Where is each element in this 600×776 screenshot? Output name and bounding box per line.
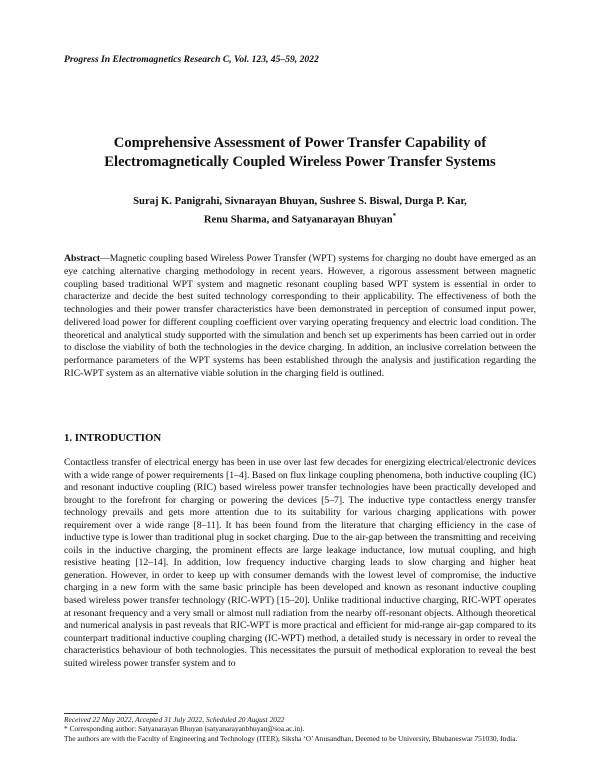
authors-line-2-text: Renu Sharma, and Satyanarayan Bhuyan (203, 214, 393, 226)
corresponding-author-mark: * (392, 212, 397, 220)
abstract (64, 253, 536, 381)
title-line-1: Comprehensive Assessment of Power Transfer Capability of (113, 135, 487, 151)
footnotes (64, 715, 536, 743)
authors-line-1: Suraj K. Panigrahi, Sivnarayan Bhuyan, Sushree S. Biswal, Durga P. Kar, (133, 196, 467, 207)
abstract-text: —Magnetic coupling based Wireless Power Transfer (WPT) systems for charging no doubt have emerged as an eye catching alternative charging methodology in recent years. However, a rigorous assessment between magnetic coupling based traditional WPT system and magnetic resonant coupling based WPT system is essential in order to characterize and decide the best suited technology corresponding to their applicability. The effectiveness of both the technologies and their power transfer characteristics have been demonstrated in perception of consumed input power, delivered load power for different coupling coefficient over varying operating frequency and electric load condition. The theoretical and analytical study supported with the simulation and bench set up experiments has been carried out in order to disclose the viability of both the technologies in the device charging. In addition, an inclusive correlation between the performance parameters of the WPT systems has been established through the analysis and justification regarding the RIC-WPT system as an alternative viable solution in the charging field is outlined. (64, 253, 536, 379)
section-heading-introduction: 1. INTRODUCTION (64, 432, 162, 444)
footnote-rule (64, 713, 158, 714)
introduction-body: Contactless transfer of electrical energy has been in use over last few decades for energizing electrical/electronic devices with a wide range of power requirements [1–4]. Based on flux linkage coupling phenomena, both inductive coupling (IC) and resonant inductive coupling (RIC) based wireless power transfer technologies have been practically developed and brought to the forefront for charging or powering the devices [5–7]. The inductive type contactless energy transfer technology prevails and gets more attention due to its suitability for various charging applications with power requirement over a wide range [8–11]. It has been found from the literature that charging efficiency in the case of inductive type is lower than traditional plug in socket charging. Due to the air-gap between the transmitting and receiving coils in the inductive charging, the prominent effects are large leakage inductance, low mutual coupling, and high resistive heating [12–14]. In addition, low frequency inductive charging leads to slow charging and higher heat generation. However, in order to keep up with consumer demands with the lowest level of compromise, the inductive charging in a new form with the same basic principle has been developed and known as resonant inductive coupling based wireless power transfer technology (RIC-WPT) [15–20]. Unlike traditional inductive charging, RIC-WPT operates at resonant frequency and a very small or almost null radiation from the nearby off-resonant objects. Although theoretical and numerical analysis in past reveals that RIC-WPT is more practical and efficient for mid-range air-gap compared to its counterpart traditional inductive coupling charging (IC-WPT) method, a detailed study is necessary in order to reveal the characteristics behaviour of both technologies. This necessitates the pursuit of methodical exploration to reveal the best suited wireless power transfer system and to (64, 457, 536, 669)
paper-title (60, 134, 540, 172)
authors-line-2 (60, 209, 540, 228)
received-dates: Received 22 May 2022, Accepted 31 July 2022, Scheduled 20 August 2022 (64, 715, 285, 724)
affiliation-note: The authors are with the Faculty of Engineering and Technology (ITER), Siksha ‘O’ Anusandhan, Deemed to be University, Bhubaneswar 751030, India. (64, 733, 518, 743)
journal-header: Progress In Electromagnetics Research C, Vol. 123, 45–59, 2022 (64, 54, 319, 65)
title-line-2: Electromagnetically Coupled Wireless Power Transfer Systems (104, 154, 496, 170)
abstract-label: Abstract (64, 253, 101, 264)
author-list (60, 195, 540, 228)
corresponding-author-note: * Corresponding author: Satyanarayan Bhuyan (satyanarayanbhuyan@soa.ac.in). (64, 724, 305, 734)
